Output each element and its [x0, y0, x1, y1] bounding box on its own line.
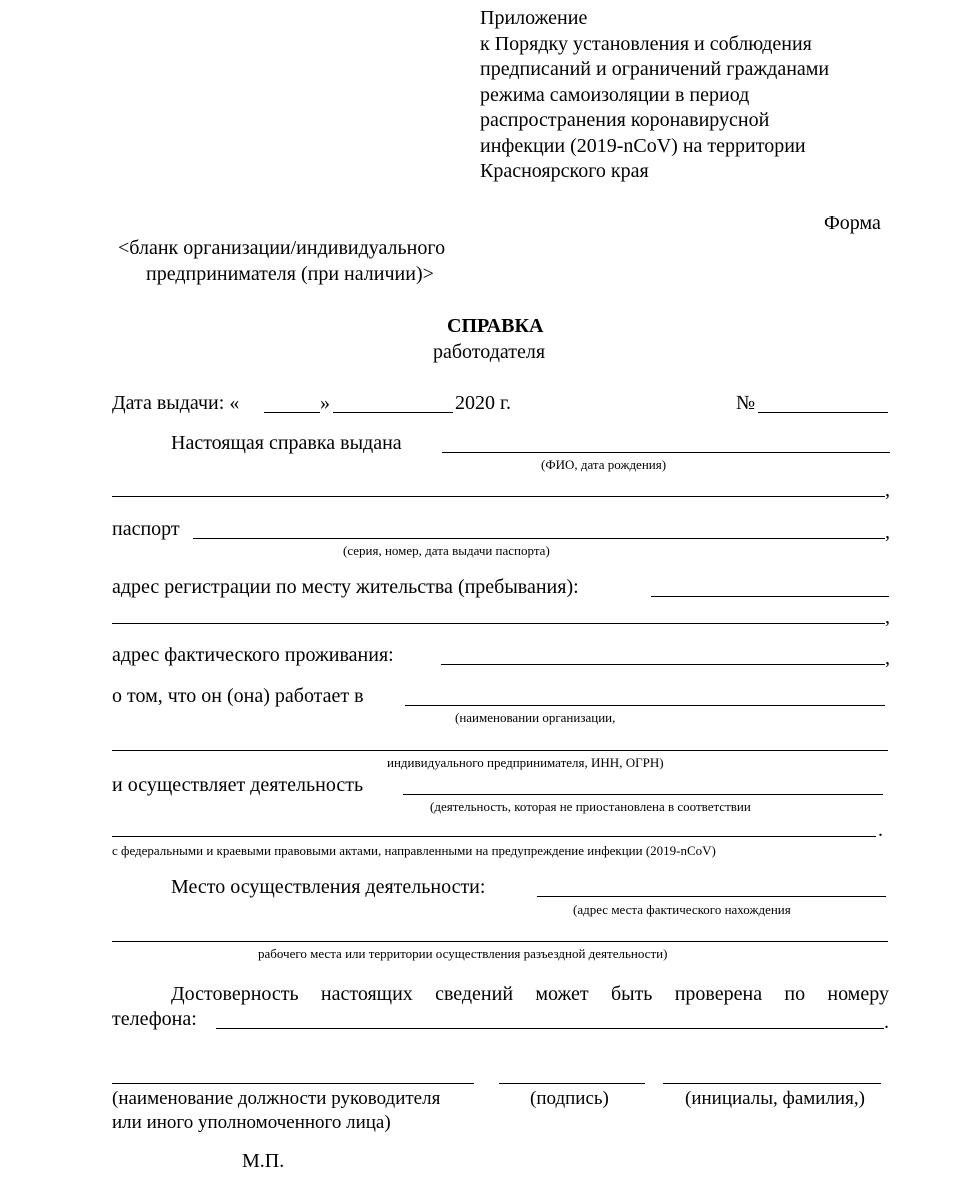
date-quote-close: »: [320, 392, 330, 414]
page-title: СПРАВКА: [447, 315, 544, 337]
verify-word: настоящих: [320, 983, 413, 1005]
verify-word: быть: [610, 983, 653, 1005]
position-field[interactable]: [112, 1083, 474, 1084]
place-hint-1: (адрес места фактического нахождения: [573, 902, 791, 917]
issued-label: Настоящая справка выдана: [171, 432, 402, 454]
works-label: о том, что он (она) работает в: [112, 685, 364, 707]
place-field[interactable]: [537, 896, 886, 897]
dot: .: [884, 1011, 889, 1033]
page-subtitle: работодателя: [433, 341, 546, 363]
registration-label: адрес регистрации по месту жительства (пребывания):: [112, 576, 579, 598]
blank-line-1: <бланк организации/индивидуального: [118, 237, 446, 259]
place-hint-2: рабочего места или территории осуществления разъездной деятельности): [258, 946, 668, 961]
works-hint-2: индивидуального предпринимателя, ИНН, ОГРН): [387, 755, 664, 770]
signature-field[interactable]: [499, 1083, 645, 1084]
position-hint-1: (наименование должности руководителя: [112, 1088, 441, 1109]
name-hint: (инициалы, фамилия,): [685, 1088, 865, 1109]
date-month-field[interactable]: [333, 412, 453, 413]
appendix-line: Красноярского края: [480, 160, 649, 182]
appendix-line: инфекции (2019-nCoV) на территории: [480, 134, 806, 157]
stamp-label: М.П.: [242, 1150, 285, 1172]
comma: ,: [885, 479, 890, 501]
passport-label: паспорт: [112, 518, 180, 540]
registration-field-continued[interactable]: [112, 623, 885, 624]
comma: ,: [885, 606, 890, 628]
number-field[interactable]: [758, 412, 888, 413]
passport-field[interactable]: [193, 538, 885, 539]
works-hint-1: (наименовании организации,: [455, 710, 616, 725]
verify-word: может: [535, 983, 589, 1005]
passport-hint: (серия, номер, дата выдачи паспорта): [343, 543, 550, 558]
name-field[interactable]: [663, 1083, 881, 1084]
comma: ,: [885, 647, 890, 669]
verify-line-1: [171, 982, 889, 1006]
activity-field-continued[interactable]: [112, 836, 876, 837]
blank-line-2: предпринимателя (при наличии)>: [146, 263, 434, 285]
form-label: Форма: [824, 212, 881, 234]
appendix-line: распространения коронавирусной: [480, 109, 770, 131]
position-hint-2: или иного уполномоченного лица): [112, 1112, 391, 1133]
activity-hint-2: с федеральными и краевыми правовыми актами, направленными на предупреждение инфекции (2019-nCoV): [112, 843, 716, 858]
place-field-continued[interactable]: [112, 941, 888, 942]
actual-address-field[interactable]: [441, 664, 885, 665]
signature-hint: (подпись): [530, 1088, 609, 1109]
verify-word: проверена: [674, 983, 763, 1005]
appendix-line: режима самоизоляции в период: [480, 83, 750, 106]
verify-phone-label: телефона:: [112, 1008, 197, 1030]
activity-label: и осуществляет деятельность: [112, 774, 364, 796]
comma: ,: [885, 521, 890, 543]
appendix-block: [480, 6, 829, 185]
issued-field-continued[interactable]: [112, 496, 885, 497]
registration-field[interactable]: [651, 596, 889, 597]
actual-address-label: адрес фактического проживания:: [112, 644, 394, 666]
date-label: Дата выдачи: «: [112, 392, 240, 414]
activity-field[interactable]: [403, 794, 883, 795]
verify-word: по: [784, 983, 806, 1005]
works-field-continued[interactable]: [112, 750, 888, 751]
appendix-line: предписаний и ограничений гражданами: [480, 58, 830, 80]
dot: .: [878, 819, 883, 841]
verify-word: сведений: [435, 983, 514, 1005]
place-label: Место осуществления деятельности:: [171, 876, 486, 898]
issued-hint: (ФИО, дата рождения): [541, 457, 667, 472]
verify-word: номеру: [827, 983, 889, 1005]
activity-hint-1: (деятельность, которая не приостановлена в соответствии: [430, 799, 751, 814]
appendix-line: к Порядку установления и соблюдения: [480, 32, 812, 55]
appendix-line: Приложение: [480, 7, 588, 29]
verify-word: Достоверность: [171, 983, 299, 1005]
date-day-field[interactable]: [264, 412, 320, 413]
date-year: 2020 г.: [455, 392, 511, 414]
issued-field[interactable]: [442, 452, 890, 453]
phone-field[interactable]: [216, 1028, 884, 1029]
number-label: №: [736, 392, 756, 414]
works-field[interactable]: [405, 705, 885, 706]
